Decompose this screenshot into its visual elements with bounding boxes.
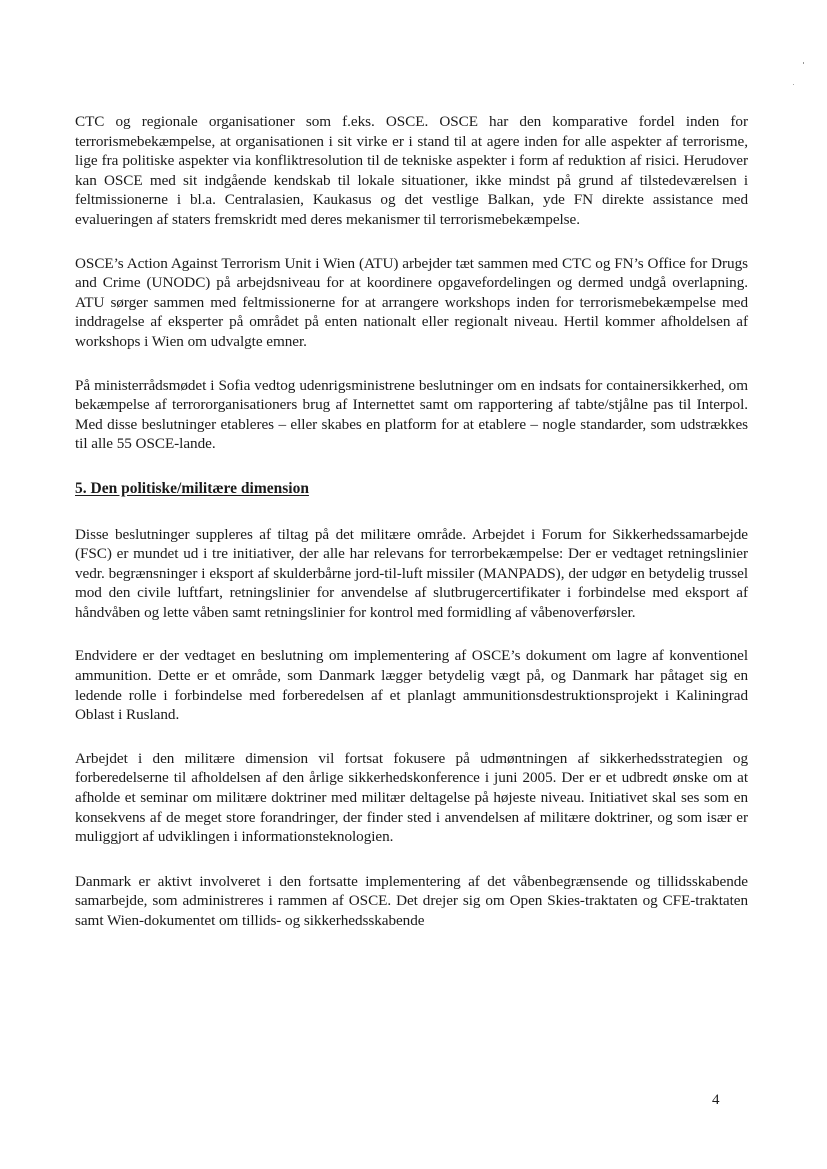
scan-speck [793, 84, 794, 85]
page-number: 4 [712, 1092, 720, 1108]
paragraph: På ministerrådsmødet i Sofia vedtog udenrigsministrene beslutninger om en indsats for containersikkerhed, om bekæmpelse af terrororganisationers brug af Internettet samt om rapportering af tabte/stjålne pas til Interpol. Med disse beslutninger etableres – eller skabes en platform for at etablere – nogle standarder, som udstrækkes til alle 55 OSCE-lande. [75, 376, 748, 453]
scan-speck [803, 62, 804, 64]
paragraph: Endvidere er der vedtaget en beslutning om implementering af OSCE’s dokument om lagre af konventionel ammunition. Dette er et område, som Danmark lægger betydelig vægt på, og Danmark har påtaget sig en ledende rolle i forbindelse med forberedelsen af et planlagt ammunitionsdestruktionsprojekt i Kaliningrad Oblast i Rusland. [75, 647, 748, 724]
paragraph: Arbejdet i den militære dimension vil fortsat fokusere på udmøntningen af sikkerhedsstrategien og forberedelserne til afholdelsen af den årlige sikkerhedskonference i juni 2005. Der er et udbredt ønske om at afholde et seminar om militære doktriner med militær deltagelse på højeste niveau. Initiativet skal ses som en konsekvens af de meget store forandringer, der finder sted i anvendelsen af militære doktriner, og som især er muliggjort af udviklingen i informationsteknologien. [75, 749, 748, 846]
paragraph: CTC og regionale organisationer som f.eks. OSCE. OSCE har den komparative fordel inden for terrorismebekæmpelse, at organisationen i sit virke er i stand til at agere inden for alle aspekter af terrorisme, lige fra politiske aspekter via konfliktresolution til de tekniske aspekter i form af reduktion af risici. Herudover kan OSCE med sit indgående kendskab til lokale situationer, ikke mindst på grund af tilstedeværelsen i feltmissionerne i bl.a. Centralasien, Kaukasus og det vestlige Balkan, yde FN direkte assistance med evalueringen af staters fremskridt med deres mekanismer til terrorismebekæmpelse. [75, 113, 748, 228]
paragraph: Disse beslutninger suppleres af tiltag på det militære område. Arbejdet i Forum for Sikkerhedssamarbejde (FSC) er mundet ud i tre initiativer, der alle har relevans for terrorbekæmpelse: Der er vedtaget retningslinier vedr. begrænsninger i eksport af skulderbårne jord-til-luft missiler (MANPADS), der udgør en betydelig trussel mod den civile luftfart, retningslinier for anvendelse af slutbrugercertifikater i forbindelse med eksport af håndvåben og lette våben samt retningslinier for kontrol med formidling af våbenoverførsler. [75, 525, 748, 621]
body-text [75, 112, 748, 931]
section-heading: 5. Den politiske/militære dimension [75, 479, 309, 497]
paragraph: Danmark er aktivt involveret i den fortsatte implementering af det våbenbegrænsende og tillidsskabende samarbejde, som administreres i rammen af OSCE. Det drejer sig om Open Skies-traktaten og CFE-traktaten samt Wien-dokumentet om tillids- og sikkerhedsskabende [75, 872, 748, 929]
paragraph: OSCE’s Action Against Terrorism Unit i Wien (ATU) arbejder tæt sammen med CTC og FN’s Office for Drugs and Crime (UNODC) på arbejdsniveau for at koordinere opgavefordelingen og dermed undgå overlapning. ATU sørger sammen med feltmissionerne for at arrangere workshops inden for terrorismebekæmpelse med inddragelse af eksperter på området på enten nationalt eller regionalt niveau. Hertil kommer afholdelsen af workshops i Wien om udvalgte emner. [75, 254, 748, 350]
